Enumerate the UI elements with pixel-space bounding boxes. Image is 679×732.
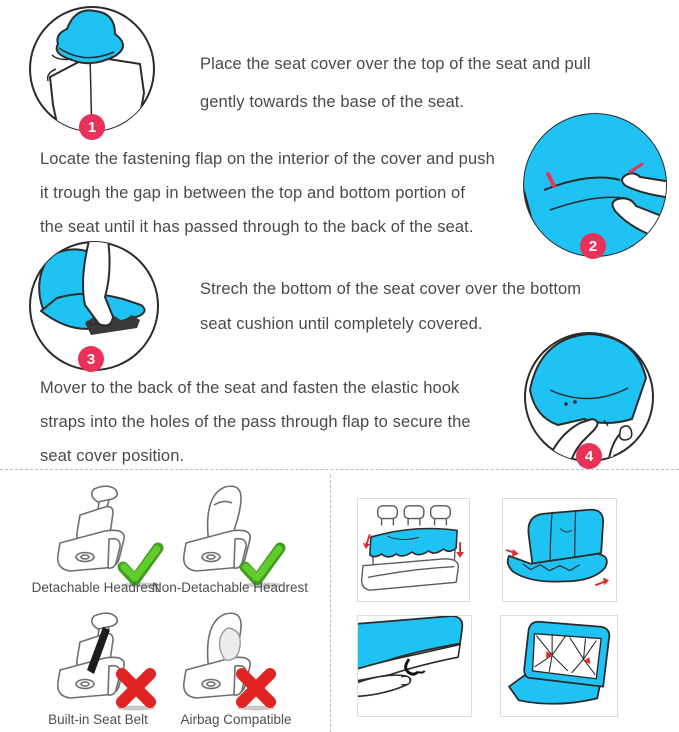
bench-rear-cover-pull-icon	[358, 499, 469, 601]
cross-icon	[232, 663, 280, 711]
vertical-dashed-divider	[330, 475, 331, 732]
step-3-badge: 3	[78, 346, 104, 372]
step-4-line: seat cover position.	[40, 447, 185, 465]
step-4-line: Mover to the back of the seat and fasten the elastic hook	[40, 379, 460, 397]
step-3-illustration	[27, 239, 161, 373]
step-2-illustration	[520, 110, 670, 260]
step-2-line: Locate the fastening flap on the interior of the cover and push	[40, 150, 495, 168]
step-1-badge: 1	[79, 114, 105, 140]
step-4-text	[40, 371, 471, 473]
step-2-line: it trough the gap in between the top and bottom portion of	[40, 184, 466, 202]
step-1-illustration	[26, 3, 158, 135]
step-4-line: straps into the holes of the pass through flap to secure the	[40, 413, 471, 431]
panel-hook-fastening-closeup	[357, 615, 472, 717]
horizontal-dashed-divider	[0, 469, 679, 470]
step-3-line: Strech the bottom of the seat cover over the bottom	[200, 280, 582, 298]
step-4-badge: 4	[576, 443, 602, 469]
step-2-line: the seat until it has passed through to the back of the seat.	[40, 218, 474, 236]
hook-fastening-closeup-icon	[358, 616, 471, 716]
step-4-illustration	[522, 330, 656, 464]
label-airbag-compatible: Airbag Compatible	[180, 712, 292, 727]
rear-straps-crisscross-icon	[501, 616, 617, 716]
label-detachable-headrest: Detachable Headrest	[31, 580, 159, 595]
panel-rear-straps-crisscross	[500, 615, 618, 717]
step-2-badge: 2	[580, 233, 606, 259]
step-1-line: gently towards the base of the seat.	[200, 93, 465, 111]
step-2-text	[40, 142, 495, 244]
step-1-line: Place the seat cover over the top of the seat and pull	[200, 55, 591, 73]
panel-bench-cover-stretch	[502, 498, 617, 602]
cross-icon	[112, 663, 160, 711]
bench-cover-stretch-icon	[503, 499, 616, 601]
label-non-detachable-headrest: Non-Detachable Headrest	[151, 580, 309, 595]
label-built-in-seat-belt: Built-in Seat Belt	[48, 712, 148, 727]
step-3-line: seat cushion until completely covered.	[200, 315, 483, 333]
panel-bench-rear-cover-pull	[357, 498, 470, 602]
